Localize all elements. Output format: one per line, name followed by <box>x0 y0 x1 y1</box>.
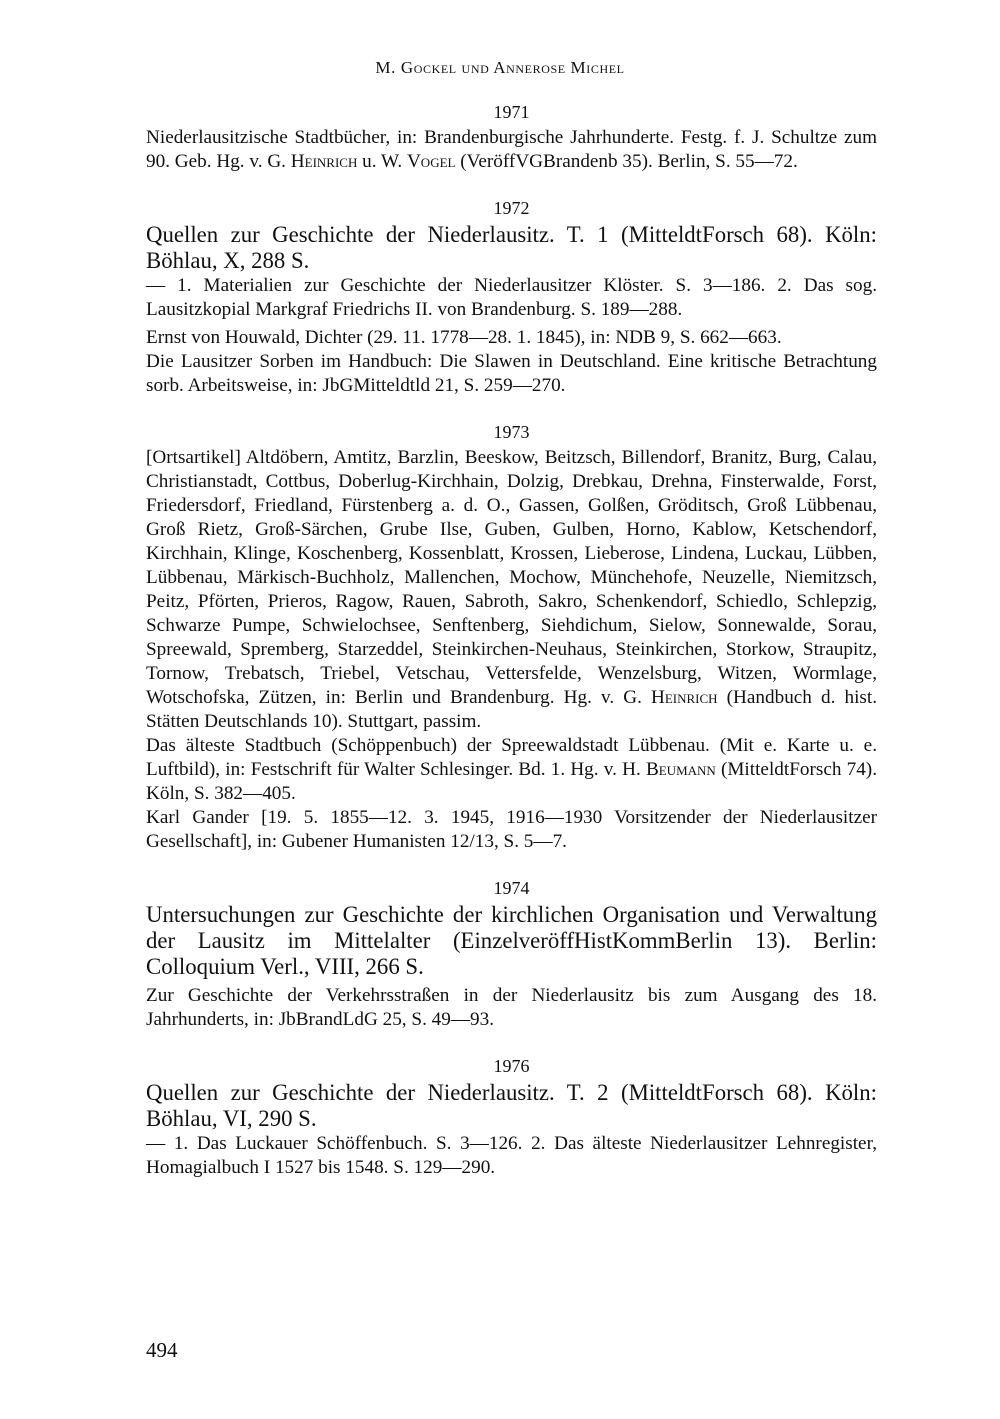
bibliography-entry <box>146 446 877 734</box>
bibliography-entry <box>146 734 877 806</box>
entry-text: Das älteste Stadtbuch (Schöppenbuch) der Spreewaldstadt Lübbenau. (Mit e. Karte u. e. Luftbild), in: Festschrift für Walter Schlesinger. Bd. 1. Hg. v. H. <box>146 735 877 780</box>
section-spacer <box>146 174 877 196</box>
entry-text: — 1. Materialien zur Geschichte der Niederlausitzer Klöster. S. 3—186. 2. Das sog. Lausitzkopial Markgraf Friedrichs II. von Brandenburg. S. 189—288. <box>146 275 877 320</box>
entry-text: [Ortsartikel] Altdöbern, Amtitz, Barzlin, Beeskow, Beitzsch, Billendorf, Branitz, Burg, Calau, Christianstadt, Cottbus, Doberlug-Kirchhain, Dolzig, Drebkau, Drehna, Finsterwalde, Forst, Friedersdorf, Friedland, Fürstenberg a. d. O., Gassen, Golßen, Gröditsch, Groß Lübbenau, Groß Rietz, Groß-Särchen, Grube Ilse, Guben, Gulben, Horno, Kablow, Ketschendorf, Kirchhain, Klinge, Koschenberg, Kossenblatt, Krossen, Lieberose, Lindena, Luckau, Lübben, Lübbenau, Märkisch-Buchholz, Mallenchen, Mochow, Münchehofe, Neuzelle, Niemitzsch, Peitz, Pförten, Prieros, Ragow, Rauen, Sabroth, Sakro, Schenkendorf, Schiedlo, Schlepzig, Schwarze Pumpe, Schwielochsee, Senftenberg, Siehdichum, Sielow, Sonnewalde, Sorau, Spreewald, Spremberg, Starzeddel, Steinkirchen-Neuhaus, Steinkirchen, Storkow, Straupitz, Tornow, Trebatsch, Triebel, Vetschau, Vettersfelde, Wenzelsburg, Witzen, Wormlage, Wotschofska, Zützen, in: Berlin und Brandenburg. Hg. v. G. <box>146 447 877 708</box>
year-section <box>146 100 877 174</box>
bibliography-entry <box>146 126 877 174</box>
bibliography-body <box>146 100 877 1180</box>
year-heading: 1976 <box>493 1056 530 1076</box>
entry-text: — 1. Das Luckauer Schöffenbuch. S. 3—126. 2. Das älteste Niederlausitzer Lehnregister, Homagialbuch I 1527 bis 1548. S. 129—290. <box>146 1133 877 1178</box>
running-header: M. Gockel und Annerose Michel <box>375 58 625 77</box>
entry-text: (Handbuch d. hist. Stätten Deutschlands 10). Stuttgart, passim. <box>146 687 877 732</box>
entry-text: (MitteldtForsch 74). Köln, S. 382—405. <box>146 759 877 804</box>
entry-text: Ernst von Houwald, Dichter (29. 11. 1778—28. 1. 1845), in: NDB 9, S. 662—663. <box>146 327 782 348</box>
year-heading: 1972 <box>493 198 530 218</box>
author-name: Beumann <box>645 759 716 780</box>
year-heading: 1971 <box>493 102 530 122</box>
monograph-entry <box>146 902 877 980</box>
entry-text: Karl Gander [19. 5. 1855—12. 3. 1945, 1916—1930 Vorsitzender der Niederlausitzer Gesellschaft], in: Gubener Humanisten 12/13, S. 5—7. <box>146 807 877 852</box>
bibliography-entry <box>146 984 877 1032</box>
contents-note <box>146 1132 877 1180</box>
contents-note <box>146 274 877 322</box>
entry-text: Niederlausitzische Stadtbücher, in: Brandenburgische Jahrhunderte. Festg. f. J. Schultze zum 90. Geb. Hg. v. G. <box>146 127 877 172</box>
year-section <box>146 420 877 854</box>
monograph-entry <box>146 222 877 274</box>
author-name: Heinrich <box>650 687 718 708</box>
entry-text: Untersuchungen zur Geschichte der kirchlichen Organisation und Verwaltung der Lausitz im Mittelalter (EinzelveröffHistKommBerlin 13). Berlin: Colloquium Verl., VIII, 266 S. <box>146 902 877 979</box>
entry-text: (VeröffVGBrandenb 35). Berlin, S. 55—72. <box>455 151 798 172</box>
author-name: Vogel <box>406 151 456 172</box>
entry-text: u. W. <box>357 151 407 172</box>
entry-text: Quellen zur Geschichte der Niederlausitz. T. 1 (MitteldtForsch 68). Köln: Böhlau, X, 288 S. <box>146 222 877 273</box>
year-section <box>146 1054 877 1180</box>
monograph-entry <box>146 1080 877 1132</box>
year-heading: 1974 <box>493 878 530 898</box>
entry-text: Zur Geschichte der Verkehrsstraßen in der Niederlausitz bis zum Ausgang des 18. Jahrhunderts, in: JbBrandLdG 25, S. 49—93. <box>146 985 877 1030</box>
year-heading: 1973 <box>493 422 530 442</box>
entry-text: Quellen zur Geschichte der Niederlausitz. T. 2 (MitteldtForsch 68). Köln: Böhlau, VI, 290 S. <box>146 1080 877 1131</box>
author-name: Heinrich <box>290 151 358 172</box>
section-spacer <box>146 854 877 876</box>
year-section <box>146 196 877 398</box>
page-number: 494 <box>146 1338 178 1362</box>
bibliography-entry <box>146 326 877 350</box>
year-section <box>146 876 877 1032</box>
section-spacer <box>146 398 877 420</box>
section-spacer <box>146 1032 877 1054</box>
entry-text: Die Lausitzer Sorben im Handbuch: Die Slawen in Deutschland. Eine kritische Betrachtung sorb. Arbeitsweise, in: JbGMitteldtld 21, S. 259—270. <box>146 351 877 396</box>
bibliography-entry <box>146 350 877 398</box>
bibliography-entry <box>146 806 877 854</box>
